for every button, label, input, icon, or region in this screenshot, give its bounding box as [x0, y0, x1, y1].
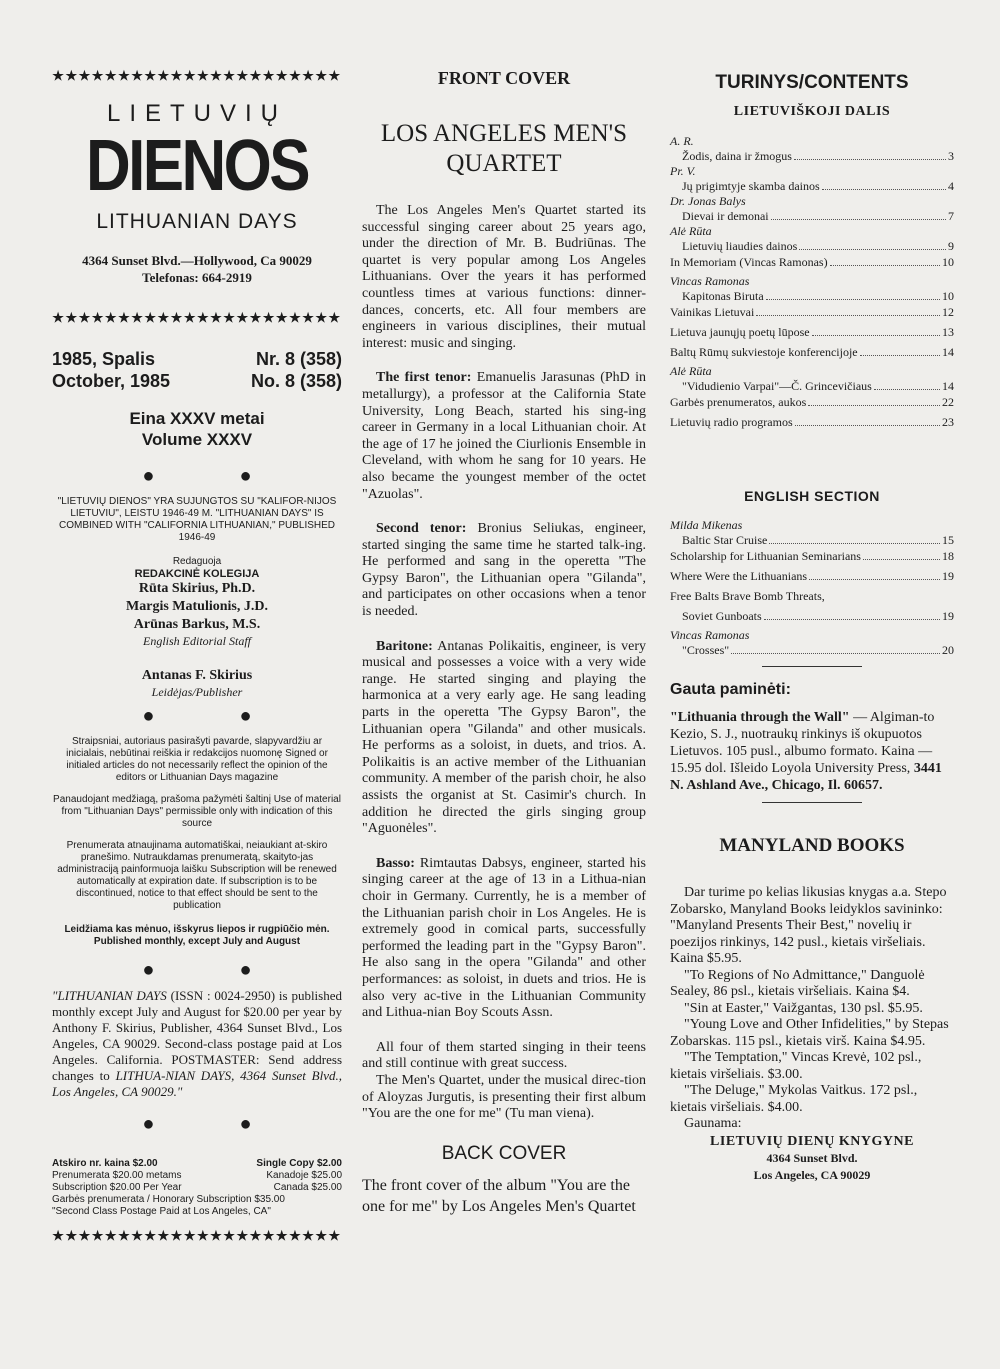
toc-page-number: 10: [942, 289, 954, 303]
toc-title: Kapitonas Biruta: [682, 289, 764, 303]
toc-page-number: 19: [942, 609, 954, 623]
toc-page-number: 22: [942, 395, 954, 409]
toc-leader-dots: [860, 355, 940, 356]
toc-title: Lietuvių liaudies dainos: [682, 239, 798, 253]
masthead-dienos: DIENOS: [86, 126, 308, 206]
manyland-text: [670, 885, 954, 1133]
toc-title: Jų prigimtyje skamba dainos: [682, 179, 820, 193]
baritone-paragraph: [362, 639, 646, 838]
received-heading: Gauta paminėti:: [670, 681, 791, 698]
toc-title: Baltic Star Cruise: [682, 533, 768, 547]
publisher-name: Antanas F. Skirius: [141, 668, 253, 683]
received-text: [670, 709, 954, 794]
staff-name: Arūnas Barkus, M.S.: [133, 617, 261, 632]
masthead-lietuviu: LIETUVIŲ: [106, 100, 288, 127]
masthead-column: [52, 0, 342, 1244]
toc-page-number: 18: [942, 549, 954, 563]
redaguoja: Redaguoja: [172, 556, 222, 567]
toc-entry: [670, 568, 954, 584]
price-row: [52, 1182, 342, 1194]
toc-title: "Vidudienio Varpai"—Č. Grincevičiaus: [682, 379, 872, 393]
toc-entry: [670, 394, 954, 410]
toc-author: Pr. V.: [670, 164, 696, 178]
issn-title: "LITHUANIAN DAYS: [52, 988, 167, 1003]
lt-section-heading: LIETUVIŠKOJI DALIS: [733, 104, 891, 119]
toc-title: Scholarship for Lithuanian Seminarians: [670, 549, 861, 563]
toc-leader-dots: [769, 543, 940, 544]
toc-entry: [670, 642, 954, 658]
toc-entry: [670, 208, 954, 224]
issue-date-en: [52, 370, 342, 392]
manyland-heading: MANYLAND BOOKS: [719, 835, 905, 856]
monthly-en: Published monthly, except July and August: [93, 936, 301, 947]
toc-title: Žodis, daina ir žmogus: [682, 149, 792, 163]
toc-entry: [670, 378, 954, 394]
contents-column: [670, 0, 954, 1184]
price-list: [52, 1158, 342, 1218]
toc-leader-dots: [874, 389, 940, 390]
gaunama-label: Gaunama:: [684, 1116, 742, 1131]
toc-author: Milda Mikenas: [670, 518, 743, 532]
price-left: "Second Class Postage Paid at Los Angeles, CA": [52, 1206, 271, 1217]
toc-author: Vincas Ramonas: [670, 628, 750, 642]
toc-entry: [670, 324, 954, 340]
baritone-label: Baritone:: [376, 638, 433, 654]
volume-en: Volume XXXV: [141, 430, 253, 449]
basso-paragraph: [362, 856, 646, 1022]
articles-note: Straipsniai, autoriaus pasirašyti pavarde, slapyvardžiu ar inicialais, nebūtinai reiškia ir redakcijos nuomonę Signed or initialed articles do not necessarily reflect the opinion of the editors or Lithuanian Days magazine: [66, 736, 328, 783]
price-row: [52, 1194, 342, 1206]
toc-title: Garbės prenumeratos, aukos: [670, 395, 807, 409]
dot-divider: ● ●: [142, 705, 292, 727]
monthly-lt: Leidžiama kas mėnuo, išskyrus liepos ir rugpiūčio mėn.: [64, 924, 330, 935]
price-left: Subscription $20.00 Per Year: [52, 1182, 182, 1193]
price-right: Single Copy $2.00: [256, 1158, 342, 1169]
basso-text: Rimtautas Dabsys, engineer, started his singing career at the age of 13 in a Lithua-nian choir in Germany. Currently, he is a member of the Lithuanian parish choir in Los Angeles. He is extremely good in comical parts, successfully performed the leading part in the "Gypsy Baron". He also sang in the opera "Gilanda" and other performances: as soloist, in duets and trios. He is also very ac-tive in the Lithuanian Community and Lithua-nian Boy Scouts Assn.: [362, 855, 646, 1021]
toc-title: Dievai ir demonai: [682, 209, 769, 223]
toc-leader-dots: [822, 189, 946, 190]
publisher-role: Leidėjas/Publisher: [151, 685, 243, 699]
staff-name: Rūta Skirius, Ph.D.: [138, 581, 256, 596]
price-row: [52, 1206, 342, 1218]
toc-page-number: 12: [942, 305, 954, 319]
dot-divider: ● ●: [142, 1113, 292, 1135]
date-lt: 1985, Spalis: [52, 349, 156, 369]
first-tenor-label: The first tenor:: [376, 370, 472, 386]
manyland-item: "The Deluge," Mykolas Vaitkus. 172 psl., kietais viršeliais. $4.00.: [670, 1083, 918, 1115]
toc-author: Dr. Jonas Balys: [670, 194, 746, 208]
issue-date-lt: [52, 348, 342, 370]
article-body: [362, 203, 646, 1123]
date-en: October, 1985: [52, 371, 171, 391]
toc-page-number: 3: [948, 149, 954, 163]
toc-page-number: 23: [942, 415, 954, 429]
toc-leader-dots: [808, 405, 940, 406]
article-title: LOS ANGELES MEN'S QUARTET: [380, 120, 628, 177]
toc-leader-dots: [794, 159, 946, 160]
toc-entry: [670, 238, 954, 254]
toc-page-number: 15: [942, 533, 954, 547]
toc-leader-dots: [809, 579, 940, 580]
intro-paragraph: The Los Angeles Men's Quartet started its successful singing career about 25 years ago, under the direction of Mr. B. Budriūnas. The quartet is very popular among Los Angeles Lithuanians. Over the years it has performed countless times at various functions: dinner-dances, concerts, etc. All four members are engineers in various disciplines, their mutual interest: music and singing.: [362, 203, 646, 351]
toc-title: Free Balts Brave Bomb Threats,: [670, 589, 825, 603]
renewal-note: Prenumerata atnaujinama automatiškai, neiaukiant at-skiro pranešimo. Nutraukdamas prenumeratą, skaityto-jas administraciją painformuoja laišku Subscription will be renewed automatically at expiration date. If subscription is to be discontinued, notice to that effect should be sent to the publication: [57, 840, 337, 911]
toc-entry: [670, 178, 954, 194]
received-description: — Algiman-to Kezio, S. J., nuotraukų rinkinys iš okupuotos Lietuvos. 105 pusl., albumo formato. Kaina — 15.95 dol. Išleido Loyola University Press,: [670, 710, 935, 776]
volume-lt: Eina XXXV metai: [129, 409, 265, 428]
issn-tail: LITHUA-NIAN DAYS, 4364 Sunset Blvd., Los Angeles, CA 90029.": [52, 1068, 343, 1099]
basso-label: Basso:: [376, 855, 415, 871]
toc-entry: [670, 344, 954, 360]
toc-leader-dots: [771, 219, 946, 220]
toc-page-number: 13: [942, 325, 954, 339]
toc-title: Lietuva jaunųjų poetų lūpose: [670, 325, 810, 339]
toc-title: Where Were the Lithuanians: [670, 569, 808, 583]
combined-note: "LIETUVIŲ DIENOS" YRA SUJUNGTOS SU "KALIFOR-NIJOS LIETUVIU", LEISTU 1946-49 M. "LITHUANIAN DAYS" IS COMBINED WITH "CALIFORNIA LITHUANIAN," PUBLISHED 1946-49: [57, 496, 337, 543]
toc-entry: [670, 608, 954, 624]
material-note: Panaudojant medžiagą, prašoma pažymėti šaltinį Use of material from "Lithuanian Days" permissible only with indication of this source: [53, 794, 341, 829]
star-divider: ★★★★★★★★★★★★★★★★★★★★★★: [52, 1228, 342, 1243]
number-lt: Nr. 8 (358): [255, 349, 342, 369]
first-tenor-text: Emanuelis Jarasunas (PhD in metallurgy), a professor at the California State University, Long Beach, started his sing-ing career in Germany in a local Lithuanian choir. At the age of 17 he joined the Ciurlionis Ensemble in Cleveland, with whom he sang for 10 years. He also became the youngest member of the octet "Azuolas".: [362, 370, 646, 502]
masthead-address: [52, 252, 342, 286]
toc-page-number: 14: [942, 345, 954, 359]
toc-page-number: 20: [942, 643, 954, 657]
price-left: Prenumerata $20.00 metams: [52, 1170, 182, 1181]
toc-entry: [670, 414, 954, 430]
manyland-item: "Sin at Easter," Vaižgantas, 130 psl. $5.95.: [684, 1000, 923, 1016]
toc-lithuanian: [670, 134, 954, 430]
front-cover-heading: FRONT COVER: [437, 68, 571, 88]
toc-page-number: 9: [948, 239, 954, 253]
toc-entry: [670, 548, 954, 564]
toc-leader-dots: [812, 335, 940, 336]
toc-author: Vincas Ramonas: [670, 274, 750, 288]
toc-leader-dots: [863, 559, 940, 560]
toc-entry: [670, 288, 954, 304]
toc-title: Vainikas Lietuvai: [670, 305, 755, 319]
toc-title: In Memoriam (Vincas Ramonas): [670, 255, 828, 269]
baritone-text: Antanas Polikaitis, engineer, is very musical and possesses a voice with a very wide range. He started singing and playing the harmonica at a very early age. He sang leading parts in the operetta 'The Gypsy Baron", the Lithuanian opera "Gilanda" and other musicals. He performs as a soloist, in duets, and trios. A. Polikaitis is an active member of the Lithuanian community. A member of the parish choir, he also assists the organist at St. Casimir's church. In addition he directed the girls singing group "Aguonėles".: [362, 638, 646, 837]
phone-line: Telefonas: 664-2919: [142, 270, 252, 285]
divider-line: [762, 802, 862, 803]
closing-paragraph: All four of them started singing in their teens and still continue with great success.: [362, 1039, 646, 1072]
price-right: Kanadoje $25.00: [266, 1170, 342, 1181]
toc-entry: [670, 304, 954, 320]
back-cover-text: The front cover of the album "You are the one for me" by Los Angeles Men's Quartet: [362, 1176, 636, 1215]
star-divider: ★★★★★★★★★★★★★★★★★★★★★★: [52, 310, 342, 325]
toc-author: Alė Rūta: [670, 224, 712, 238]
en-section-heading: ENGLISH SECTION: [744, 488, 880, 504]
toc-leader-dots: [766, 299, 940, 300]
cover-story-column: [362, 0, 646, 1217]
number-en: No. 8 (358): [250, 371, 342, 391]
toc-page-number: 10: [942, 255, 954, 269]
toc-title: Baltų Rūmų sukviestoje konferencijoje: [670, 345, 858, 359]
toc-page-number: 4: [948, 179, 954, 193]
staff-name: Margis Matulionis, J.D.: [126, 599, 268, 614]
toc-entry: [670, 254, 954, 270]
received-address: 3441 N. Ashland Ave., Chicago, Il. 60657.: [670, 761, 942, 793]
address-line: 4364 Sunset Blvd.—Hollywood, Ca 90029: [82, 253, 312, 268]
bookstore-street: 4364 Sunset Blvd.: [766, 1150, 858, 1165]
toc-title: Soviet Gunboats: [682, 609, 762, 623]
toc-leader-dots: [830, 265, 940, 266]
toc-leader-dots: [764, 619, 940, 620]
toc-title: "Crosses": [682, 643, 730, 657]
price-left: Garbės prenumerata / Honorary Subscription $35.00: [52, 1194, 285, 1205]
toc-leader-dots: [799, 249, 946, 250]
price-row: [52, 1170, 342, 1182]
toc-title: Lietuvių radio programos: [670, 415, 793, 429]
second-tenor-text: Bronius Seliukas, engineer, started singing the same time he started talk-ing. He performed and sang in the operetta "The Gypsy Baron", the Lithuanian opera "Gilanda", and participates on other occasions when a tenor is needed.: [362, 521, 646, 620]
manyland-item: "To Regions of No Admittance," Danguolė Sealey, 86 psl., kietais viršeliais. Kaina $4.: [670, 967, 925, 999]
star-divider: ★★★★★★★★★★★★★★★★★★★★★★: [52, 68, 342, 83]
toc-page-number: 19: [942, 569, 954, 583]
toc-author: Alė Rūta: [670, 364, 712, 378]
toc-entry: [670, 148, 954, 164]
issn-text: (ISSN : 0024-2950) is published monthly except July and August for $20.00 per year by Anthony F. Skirius, Publisher, 4364 Sunset Blvd., Los Angeles, CA 90029. Second-class postage paid at Los Angeles. California. POSTMASTER: Send address changes to: [52, 988, 342, 1083]
toc-page-number: 14: [942, 379, 954, 393]
toc-leader-dots: [756, 315, 940, 316]
back-cover-heading: BACK COVER: [441, 1142, 567, 1164]
toc-leader-dots: [795, 425, 940, 426]
second-tenor-paragraph: [362, 521, 646, 621]
editorial-board-title: REDAKCINĖ KOLEGIJA: [134, 568, 260, 580]
toc-author: A. R.: [670, 134, 694, 148]
received-book-title: "Lithuania through the Wall": [670, 710, 850, 725]
toc-entry: [670, 532, 954, 548]
dot-divider: ● ●: [142, 959, 292, 981]
manyland-intro: Dar turime po kelias likusias knygas a.a. Stepo Zobarsko, Manyland Books leidyklos savininko: "Manyland Presents Their Best," novelių ir poezijos rinkinys, 142 pusl., kietais viršeliais. Kaina $5.95.: [670, 885, 947, 966]
first-tenor-paragraph: [362, 370, 646, 503]
closing-paragraph: The Men's Quartet, under the musical direc-tion of Aloyzas Jurgutis, is presenting their first album "You are the one for me" (Tu man viena).: [362, 1072, 646, 1122]
dot-divider: ● ●: [142, 465, 292, 487]
bookstore-city: Los Angeles, CA 90029: [753, 1167, 871, 1182]
bookstore-name: LIETUVIŲ DIENŲ KNYGYNE: [710, 1133, 914, 1149]
masthead-lithuanian-days: LITHUANIAN DAYS: [96, 210, 298, 233]
issn-statement: [52, 988, 342, 1100]
price-row: [52, 1158, 342, 1170]
divider-line: [762, 666, 862, 667]
price-left: Atskiro nr. kaina $2.00: [52, 1158, 158, 1169]
toc-leader-dots: [731, 653, 940, 654]
price-right: Canada $25.00: [273, 1182, 342, 1193]
contents-title: TURINYS/CONTENTS: [715, 72, 909, 93]
toc-page-number: 7: [948, 209, 954, 223]
toc-english: [670, 518, 954, 658]
manyland-item: "Young Love and Other Infidelities," by Stepas Zobarskas. 115 psl., kietais virš. Kaina $4.95.: [670, 1017, 949, 1049]
toc-entry: [670, 588, 954, 604]
second-tenor-label: Second tenor:: [376, 521, 467, 537]
staff-role: English Editorial Staff: [142, 634, 251, 648]
manyland-item: "The Temptation," Vincas Krevė, 102 psl., kietais viršeliais. $3.00.: [670, 1050, 922, 1082]
